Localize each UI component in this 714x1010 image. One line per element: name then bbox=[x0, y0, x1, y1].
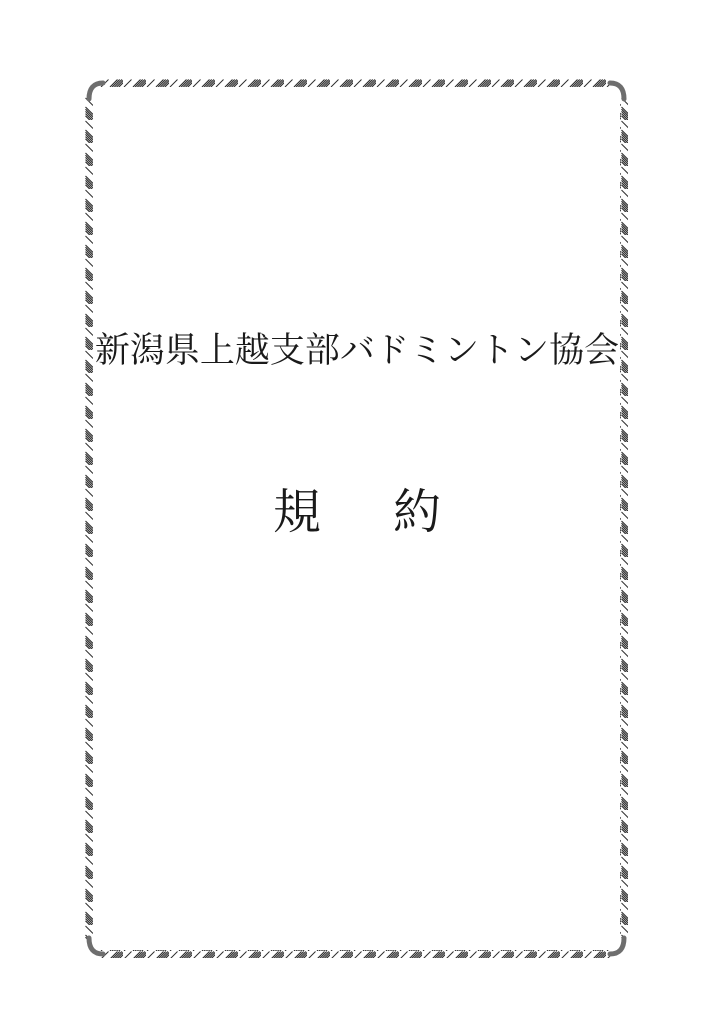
border-corner-top-left bbox=[89, 83, 103, 99]
document-title-char-2: 約 bbox=[393, 486, 442, 539]
association-name-heading: 新潟県上越支部バドミントン協会 bbox=[94, 331, 620, 370]
border-corner-bottom-left bbox=[89, 938, 103, 954]
border-corner-bottom-right bbox=[610, 938, 624, 954]
border-corner-top-right bbox=[610, 83, 624, 99]
border-edge-top bbox=[100, 79, 612, 87]
document-title-heading bbox=[0, 486, 714, 539]
document-title-char-1: 規 bbox=[272, 486, 321, 539]
border-edge-bottom bbox=[100, 950, 612, 958]
